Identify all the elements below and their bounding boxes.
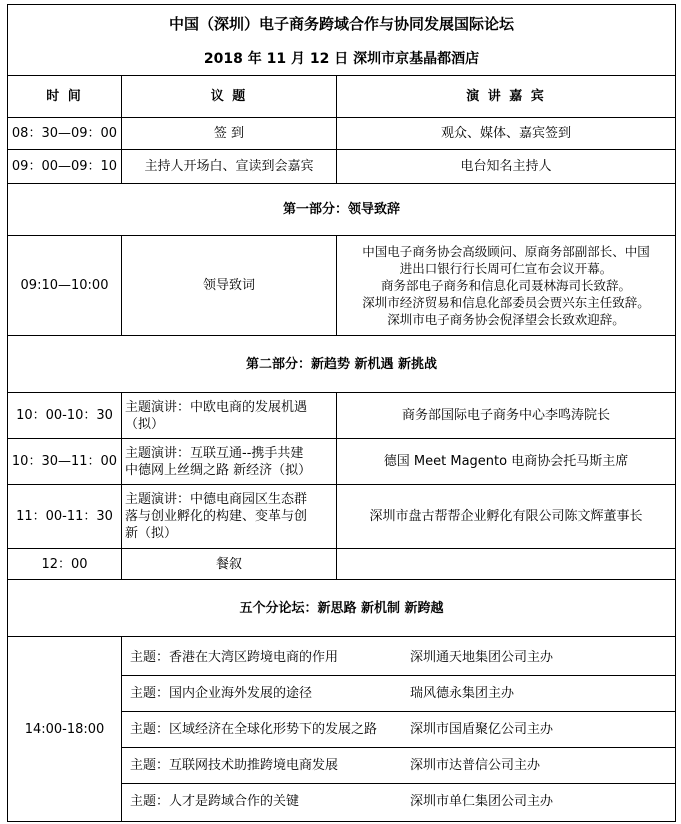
forum-host: 深圳通天地集团公司主办 xyxy=(410,649,554,665)
speaker-line: 深圳市经济贸易和信息化部委员会贾兴东主任致辞。 xyxy=(362,295,650,310)
session-topic xyxy=(122,439,337,485)
session-speaker xyxy=(337,549,676,580)
topic-line: 主题演讲：互联互通--携手共建 xyxy=(125,445,304,461)
table-row xyxy=(8,236,676,336)
forum-topic: 主题：互联网技术助推跨境电商发展 xyxy=(130,758,339,773)
forums-heading: 五个分论坛：新思路 新机制 新跨越 xyxy=(8,580,676,637)
forum-topic: 主题：人才是跨域合作的关键 xyxy=(130,794,300,809)
agenda-table xyxy=(7,4,676,822)
session-topic: 领导致词 xyxy=(122,236,337,336)
speaker-line: 商务部电子商务和信息化司聂林海司长致辞。 xyxy=(381,278,632,293)
session-speaker: 电台知名主持人 xyxy=(337,150,676,184)
section-heading-row xyxy=(8,336,676,393)
topic-line: 主题演讲：中欧电商的发展机遇 xyxy=(125,399,308,415)
column-header-row xyxy=(8,76,676,118)
session-time: 14:00-18:00 xyxy=(8,637,122,822)
table-row xyxy=(8,485,676,549)
section-heading-row xyxy=(8,184,676,236)
column-header-speaker: 演 讲 嘉 宾 xyxy=(337,76,676,118)
forum-topic: 主题：区域经济在全球化形势下的发展之路 xyxy=(130,722,378,737)
forum-item xyxy=(122,783,675,819)
topic-line: （拟） xyxy=(125,416,165,432)
table-row xyxy=(8,439,676,485)
session-time: 10：00-10：30 xyxy=(8,393,122,439)
speaker-line: 进出口银行行长周可仁宣布会议开幕。 xyxy=(399,261,613,276)
session-topic: 签 到 xyxy=(122,118,337,150)
forum-item xyxy=(122,675,675,711)
topic-line: 中德网上丝绸之路 新经济（拟） xyxy=(125,462,312,478)
session-topic: 餐叙 xyxy=(122,549,337,580)
title-row xyxy=(8,5,676,76)
column-header-topic: 议 题 xyxy=(122,76,337,118)
session-speaker-list xyxy=(337,236,676,336)
table-row xyxy=(8,118,676,150)
section-heading-row xyxy=(8,580,676,637)
forum-topic: 主题：香港在大湾区跨境电商的作用 xyxy=(130,649,339,665)
session-topic xyxy=(122,393,337,439)
topic-line: 落与创业孵化的构建、变革与创 xyxy=(125,509,308,524)
session-time: 12：00 xyxy=(8,549,122,580)
table-row xyxy=(8,637,676,822)
forum-item xyxy=(122,747,675,783)
document-title: 中国（深圳）电子商务跨域合作与协同发展国际论坛 xyxy=(169,14,515,33)
session-time: 08：30—09：00 xyxy=(8,118,122,150)
session-speaker: 商务部国际电子商务中心李鸣涛院长 xyxy=(337,393,676,439)
table-row xyxy=(8,150,676,184)
session-speaker: 德国 Meet Magento 电商协会托马斯主席 xyxy=(337,439,676,485)
forum-topic: 主题：国内企业海外发展的途径 xyxy=(130,686,313,701)
session-time: 09:10—10:00 xyxy=(8,236,122,336)
part2-heading: 第二部分：新趋势 新机遇 新挑战 xyxy=(8,336,676,393)
forum-host: 深圳市单仁集团公司主办 xyxy=(410,794,554,809)
session-time: 11：00-11：30 xyxy=(8,485,122,549)
session-speaker: 深圳市盘古帮帮企业孵化有限公司陈文辉董事长 xyxy=(337,485,676,549)
forum-item xyxy=(122,639,675,675)
column-header-time: 时 间 xyxy=(8,76,122,118)
table-row xyxy=(8,549,676,580)
forum-host: 深圳市达普信公司主办 xyxy=(410,758,541,773)
event-date-venue: 2018 年 11 月 12 日 深圳市京基晶都酒店 xyxy=(203,50,480,67)
forum-list xyxy=(122,637,676,822)
forum-host: 瑞风德永集团主办 xyxy=(410,686,515,701)
table-row xyxy=(8,393,676,439)
part1-heading: 第一部分：领导致辞 xyxy=(8,184,676,236)
session-time: 09：00—09：10 xyxy=(8,150,122,184)
session-topic: 主持人开场白、宣读到会嘉宾 xyxy=(122,150,337,184)
session-time: 10：30—11：00 xyxy=(8,439,122,485)
speaker-line: 深圳市电子商务协会倪泽望会长致欢迎辞。 xyxy=(387,312,625,327)
speaker-line: 中国电子商务协会高级顾问、原商务部副部长、中国 xyxy=(362,244,650,259)
topic-line: 主题演讲：中德电商园区生态群 xyxy=(125,492,308,507)
forum-host: 深圳市国盾聚亿公司主办 xyxy=(410,722,554,737)
topic-line: 新（拟） xyxy=(125,526,178,541)
forum-item xyxy=(122,711,675,747)
session-speaker: 观众、媒体、嘉宾签到 xyxy=(337,118,676,150)
session-topic xyxy=(122,485,337,549)
